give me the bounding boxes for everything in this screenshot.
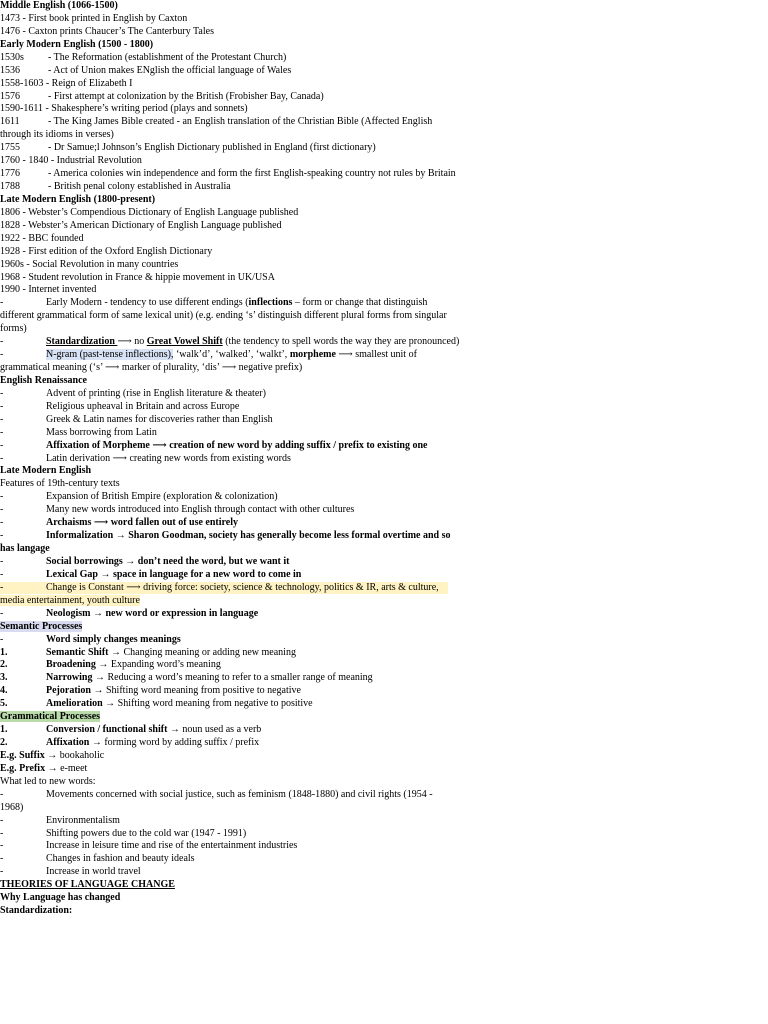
text-segment: Standardization bbox=[46, 336, 118, 348]
text-segment: different grammatical form of same lexical unit) (e.g. ending ‘s’ distinguish different plural forms from singular bbox=[0, 310, 447, 322]
line-marker: 1530s bbox=[0, 51, 24, 63]
text-segment: THEORIES OF LANGUAGE CHANGE bbox=[0, 879, 175, 891]
text-segment: Semantic Processes bbox=[0, 620, 83, 632]
text-segment: E.g. Suffix bbox=[0, 749, 45, 761]
text-segment: Shifting powers due to the cold war (1947 - 1991) bbox=[46, 827, 247, 839]
text-segment: Middle English (1066-1500) bbox=[0, 0, 118, 11]
line-marker: 1. bbox=[0, 724, 8, 736]
line-marker: - bbox=[0, 853, 4, 865]
line-marker: - bbox=[0, 581, 4, 593]
text-segment: Late Modern English bbox=[0, 465, 92, 477]
text-segment: Mass borrowing from Latin bbox=[46, 426, 157, 438]
text-segment: 1590-1611 - Shakesphere’s writing period (plays and sonnets) bbox=[0, 103, 248, 115]
text-segment: Social borrowings → don’t need the word, but we want it bbox=[46, 555, 290, 567]
text-segment: space in language for a new word to come in bbox=[112, 568, 302, 580]
line-marker: 5. bbox=[0, 698, 8, 710]
text-segment: grammatical meaning (‘s’ ⟶ marker of plurality, ‘dis’ ⟶ negative prefix) bbox=[0, 362, 303, 374]
line-marker: 3. bbox=[0, 672, 8, 684]
text-segment: 1473 - First book printed in English by Caxton bbox=[0, 12, 188, 24]
text-segment: Early Modern - tendency to use different endings ( bbox=[46, 297, 249, 309]
text-segment: Affixation bbox=[46, 737, 90, 748]
text-segment: E.g. Prefix bbox=[0, 762, 46, 774]
text-segment: 1760 - 1840 - Industrial Revolution bbox=[0, 155, 142, 167]
text-segment: - Act of Union makes ENglish the official language of Wales bbox=[48, 64, 292, 76]
text-segment: - Dr Samue;l Johnson’s English Dictionary published in England (first dictionary) bbox=[48, 142, 376, 154]
text-segment: Broadening bbox=[46, 659, 96, 671]
text-segment: Greek & Latin names for discoveries rather than English bbox=[46, 413, 273, 425]
text-segment: Features of 19th-century texts bbox=[0, 478, 120, 490]
text-segment: Increase in world travel bbox=[46, 866, 141, 878]
text-segment: has langage bbox=[0, 543, 50, 555]
text-segment: 1990 - Internet invented bbox=[0, 284, 97, 296]
text-segment: - The Reformation (establishment of the Protestant Church) bbox=[48, 51, 287, 63]
text-segment: N-gram (past-tense inflections), bbox=[46, 349, 174, 361]
line-marker: - bbox=[0, 633, 4, 645]
text-segment: (the tendency to spell words the way they are pronounced) bbox=[222, 336, 460, 348]
text-segment: 1922 - BBC founded bbox=[0, 232, 84, 244]
line-marker: 1755 bbox=[0, 142, 20, 154]
text-segment: ⟶ smallest unit of bbox=[335, 349, 417, 361]
text-segment: 1928 - First edition of the Oxford English Dictionary bbox=[0, 245, 213, 257]
line-marker: - bbox=[0, 426, 4, 438]
text-segment: → forming word by adding suffix / prefix bbox=[89, 737, 260, 748]
line-marker: - bbox=[0, 491, 4, 503]
line-marker: 1788 bbox=[0, 181, 20, 193]
text-segment: Advent of printing (rise in English literature & theater) bbox=[46, 387, 266, 399]
text-segment: Environmentalism bbox=[46, 814, 120, 826]
line-marker: - bbox=[0, 840, 4, 852]
text-segment: → Reducing a word’s meaning to refer to a smaller range of meaning bbox=[92, 672, 373, 684]
line-marker: 4. bbox=[0, 685, 8, 697]
line-marker: - bbox=[0, 555, 4, 567]
line-marker: 2. bbox=[0, 737, 8, 748]
text-segment: → Shifting word meaning from positive to negative bbox=[91, 685, 301, 697]
text-segment: → bbox=[97, 568, 113, 580]
text-segment: What led to new words: bbox=[0, 775, 96, 787]
text-segment: inflections bbox=[248, 297, 293, 309]
text-segment: media entertainment, youth culture bbox=[0, 594, 140, 606]
text-segment: ⟶ no bbox=[117, 336, 147, 348]
text-segment: Why Language has changed bbox=[0, 892, 121, 904]
text-segment: 1960s - Social Revolution in many countries bbox=[0, 258, 179, 270]
text-segment: English Renaissance bbox=[0, 374, 87, 386]
line-marker: 1576 bbox=[0, 90, 20, 102]
line-marker: - bbox=[0, 297, 4, 309]
line-marker: - bbox=[0, 788, 4, 800]
text-segment: → Expanding word’s meaning bbox=[95, 659, 221, 671]
text-segment: → e-meet bbox=[45, 762, 88, 774]
line-marker: - bbox=[0, 530, 4, 542]
text-segment: Many new words introduced into English through contact with other cultures bbox=[46, 504, 355, 516]
text-segment: ‘walk’d’, ‘walked’, ‘walkt’, bbox=[173, 349, 290, 361]
text-segment: morpheme bbox=[289, 349, 336, 361]
line-marker: - bbox=[0, 452, 4, 464]
text-segment: Archaisms ⟶ word fallen out of use entirely bbox=[46, 517, 239, 529]
text-segment: Increase in leisure time and rise of the entertainment industries bbox=[46, 840, 298, 852]
text-segment: Pejoration bbox=[46, 685, 91, 697]
text-segment: Expansion of British Empire (exploration & colonization) bbox=[46, 491, 278, 503]
text-segment: 1806 - Webster’s Compendious Dictionary of English Language published bbox=[0, 206, 299, 218]
line-marker: - bbox=[0, 413, 4, 425]
text-segment: 1828 - Webster’s American Dictionary of English Language published bbox=[0, 219, 282, 231]
text-segment: Informalization → Sharon Goodman, society has generally become less formal overtime and so bbox=[46, 530, 451, 542]
text-segment: 1968) bbox=[0, 801, 24, 813]
text-segment: through its idioms in verses) bbox=[0, 129, 114, 141]
line-marker: - bbox=[0, 517, 4, 529]
text-segment: Conversion / functional shift bbox=[46, 724, 168, 736]
text-segment: Movements concerned with social justice, such as feminism (1848-1880) and civil rights (1954 - bbox=[46, 788, 433, 800]
text-segment: Narrowing bbox=[46, 672, 93, 684]
text-segment: - First attempt at colonization by the British (Frobisher Bay, Canada) bbox=[48, 90, 324, 102]
text-segment: Lexical Gap bbox=[46, 568, 98, 580]
text-segment: Changes in fashion and beauty ideals bbox=[46, 853, 195, 865]
line-marker: - bbox=[0, 607, 4, 619]
text-segment: Religious upheaval in Britain and across Europe bbox=[46, 400, 240, 412]
line-marker: - bbox=[0, 439, 4, 451]
line-marker: 1. bbox=[0, 646, 8, 658]
text-segment: 1968 - Student revolution in France & hippie movement in UK/USA bbox=[0, 271, 275, 283]
text-segment: → Changing meaning or adding new meaning bbox=[108, 646, 296, 658]
text-segment: - British penal colony established in Australia bbox=[48, 181, 231, 193]
text-segment: Standardization: bbox=[0, 905, 73, 917]
text-segment: 1558-1603 - Reign of Elizabeth I bbox=[0, 77, 133, 89]
text-segment: Change is Constant ⟶ driving force: society, science & technology, politics & IR, arts & culture, bbox=[46, 581, 439, 593]
line-marker: - bbox=[0, 827, 4, 839]
line-marker: - bbox=[0, 866, 4, 878]
line-marker: - bbox=[0, 504, 4, 516]
text-segment: Affixation of Morpheme ⟶ creation of new word by adding suffix / prefix to existing one bbox=[46, 439, 428, 451]
text-segment: Semantic Shift bbox=[46, 646, 109, 658]
text-segment: Grammatical Processes bbox=[0, 711, 101, 723]
text-segment: Word simply changes meanings bbox=[46, 633, 181, 645]
text-segment: Latin derivation ⟶ creating new words from existing words bbox=[46, 452, 291, 464]
text-line bbox=[0, 582, 448, 594]
text-segment: → noun used as a verb bbox=[167, 724, 262, 736]
line-marker: 2. bbox=[0, 659, 8, 671]
line-marker: - bbox=[0, 568, 4, 580]
text-segment: Neologism → new word or expression in language bbox=[46, 607, 259, 619]
line-marker: - bbox=[0, 387, 4, 399]
text-segment: - America colonies win independence and form the first English-speaking country not rules by Britain bbox=[48, 168, 456, 180]
text-segment: Amelioration bbox=[46, 698, 103, 710]
text-segment: Early Modern English (1500 - 1800) bbox=[0, 38, 154, 50]
line-marker: - bbox=[0, 336, 4, 348]
text-segment: Late Modern English (1800-present) bbox=[0, 193, 156, 205]
line-marker: - bbox=[0, 400, 4, 412]
text-segment: - The King James Bible created - an English translation of the Christian Bible (Affected English bbox=[48, 116, 433, 128]
text-segment: – form or change that distinguish bbox=[292, 297, 428, 309]
text-segment: Great Vowel Shift bbox=[146, 336, 223, 348]
text-segment: 1476 - Caxton prints Chaucer’s The Canterbury Tales bbox=[0, 25, 214, 37]
line-marker: 1536 bbox=[0, 64, 20, 76]
line-marker: 1611 bbox=[0, 116, 20, 128]
line-marker: 1776 bbox=[0, 168, 20, 180]
text-segment: → bookaholic bbox=[44, 749, 105, 761]
text-segment: → Shifting word meaning from negative to positive bbox=[102, 698, 313, 710]
line-marker: - bbox=[0, 349, 4, 361]
line-marker: - bbox=[0, 814, 4, 826]
text-segment: forms) bbox=[0, 323, 27, 335]
